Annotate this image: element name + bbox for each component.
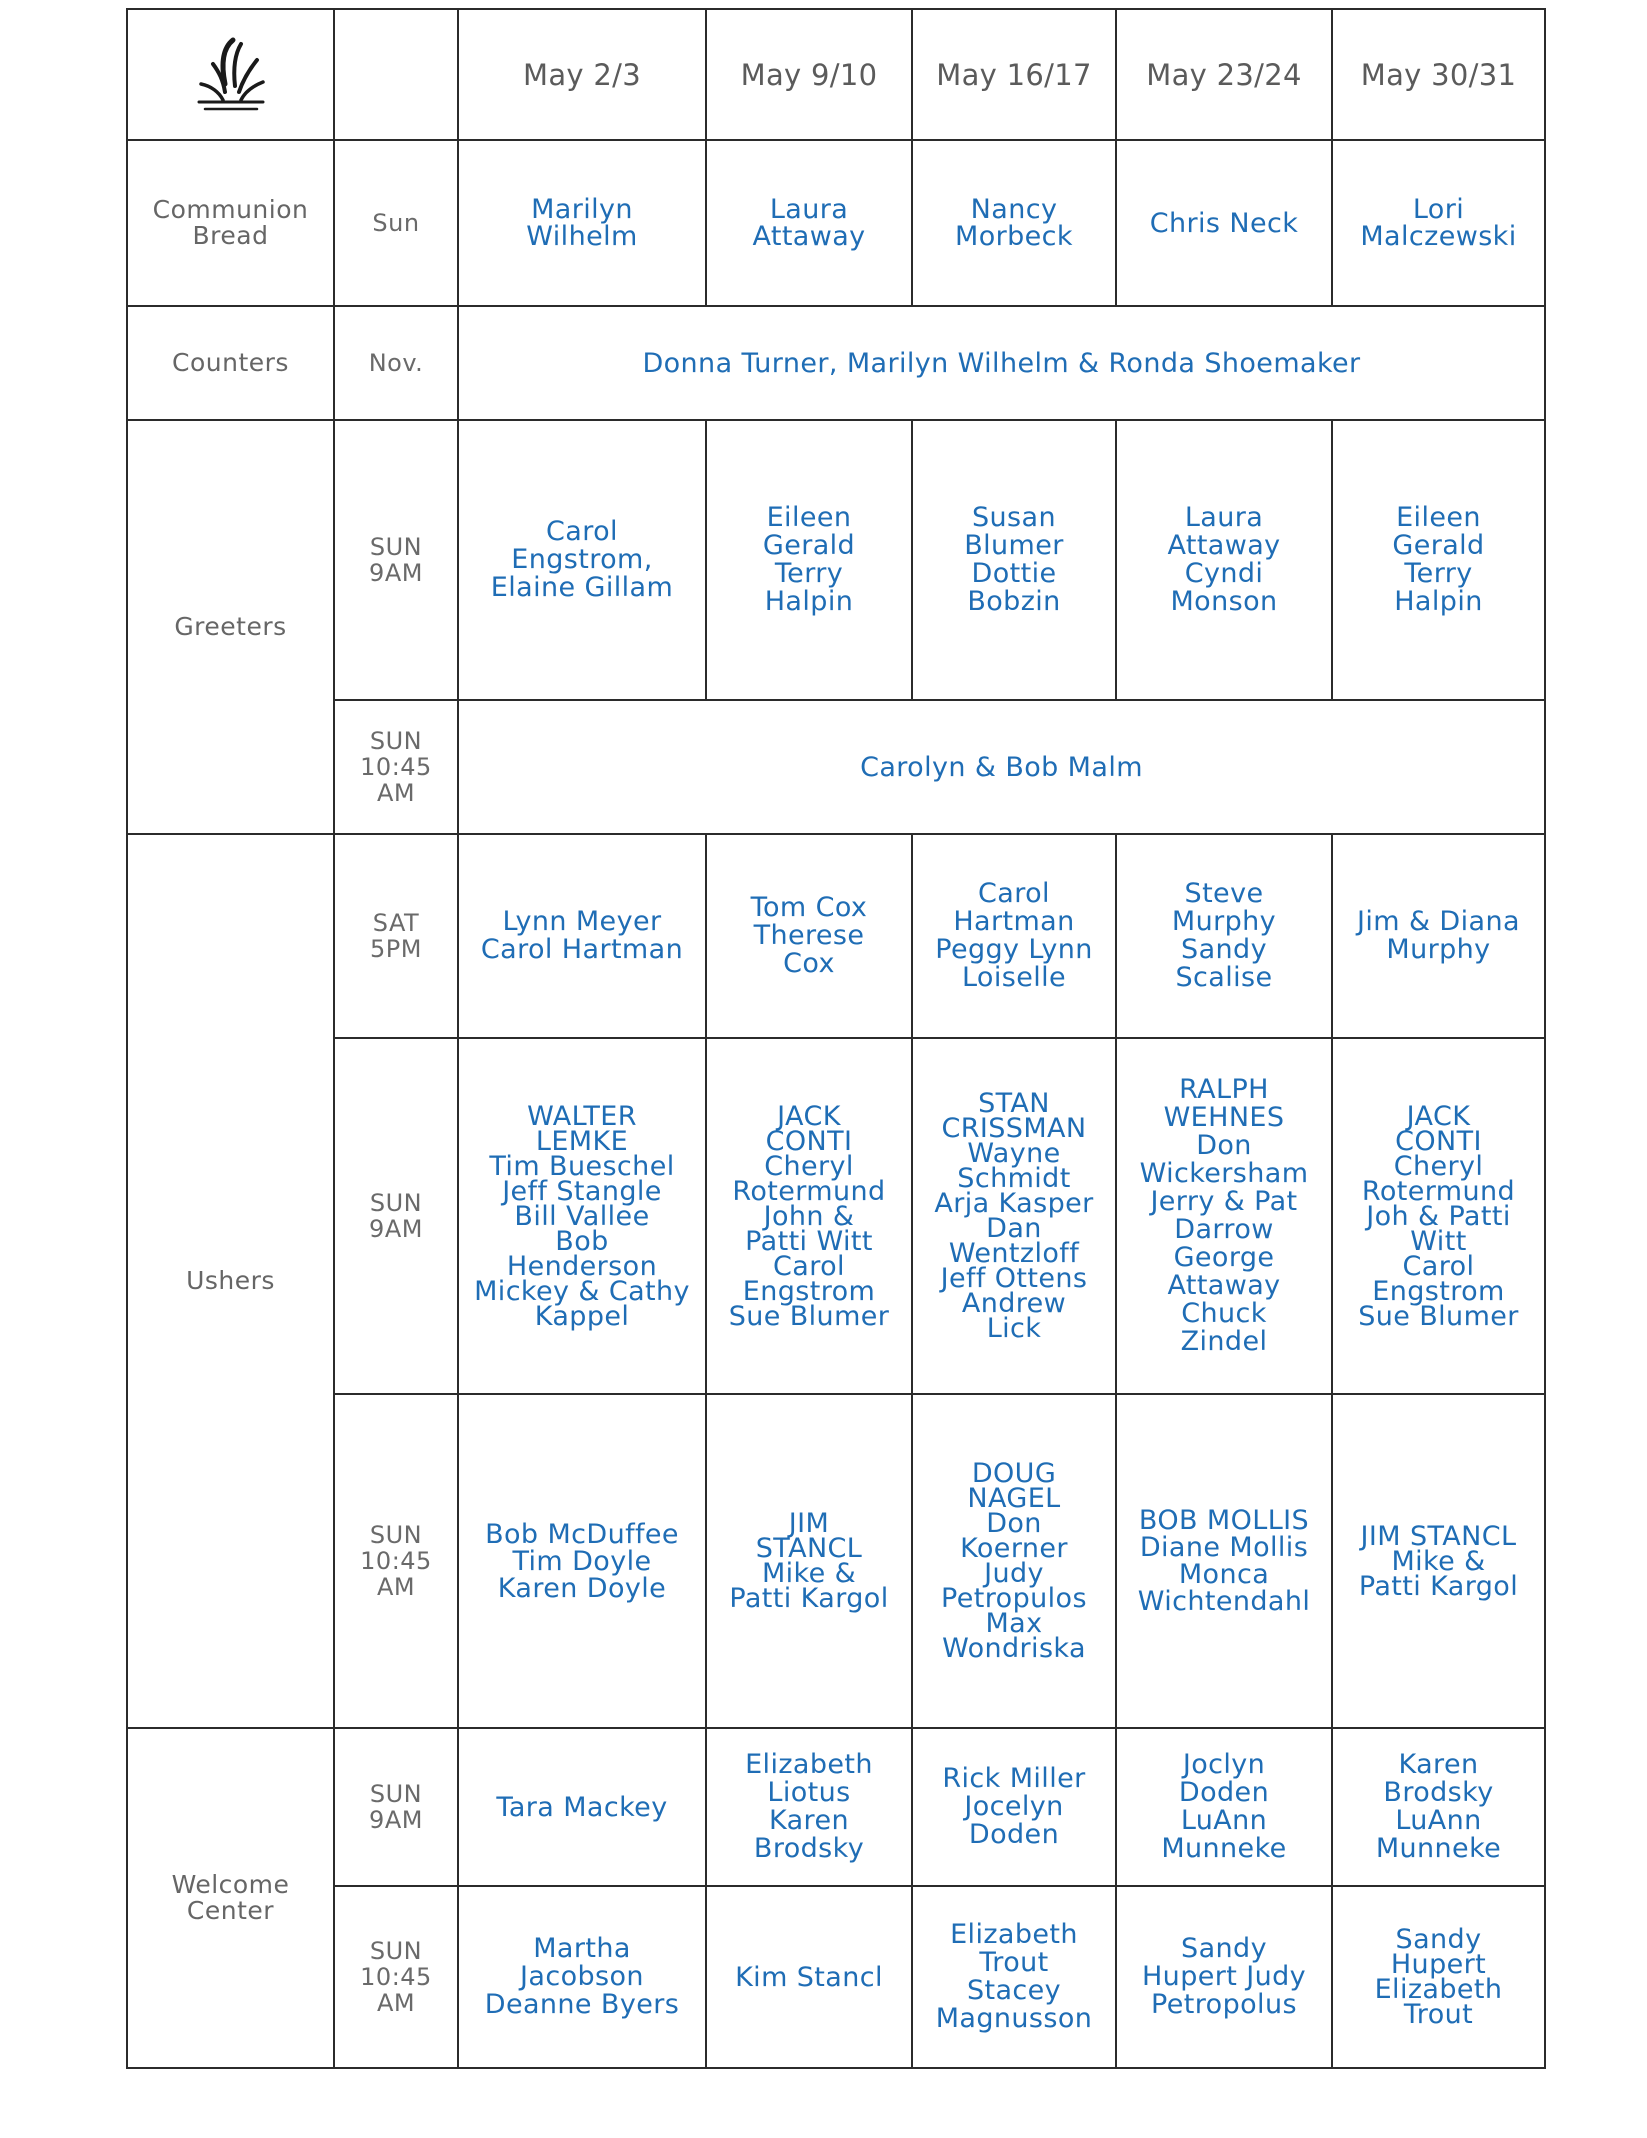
welcome-9am-row <box>127 1728 1545 1886</box>
assignment-cell: Karen Brodsky LuAnn Munneke <box>1332 1728 1545 1886</box>
time-label: Nov. <box>334 306 458 420</box>
assignment-cell: Eileen Gerald Terry Halpin <box>706 420 912 700</box>
category-ushers: Ushers <box>127 834 334 1728</box>
assignment-cell: Martha Jacobson Deanne Byers <box>458 1886 706 2068</box>
assignment-cell: JIM STANCL Mike & Patti Kargol <box>706 1394 912 1728</box>
time-label: SUN 10:45 AM <box>334 700 458 834</box>
communion-bread-row <box>127 140 1545 306</box>
assignment-cell: Steve Murphy Sandy Scalise <box>1116 834 1332 1038</box>
assignment-cell: Rick Miller Jocelyn Doden <box>912 1728 1116 1886</box>
assignment-cell: Joclyn Doden LuAnn Munneke <box>1116 1728 1332 1886</box>
header-row <box>127 9 1545 140</box>
assignment-cell: Bob McDuffee Tim Doyle Karen Doyle <box>458 1394 706 1728</box>
assignment-cell: JACK CONTI Cheryl Rotermund Joh & Patti Witt Carol Engstrom Sue Blumer <box>1332 1038 1545 1394</box>
header-blank-cell <box>334 9 458 140</box>
category-communion-bread: Communion Bread <box>127 140 334 306</box>
time-label: SAT 5PM <box>334 834 458 1038</box>
volunteer-schedule-table <box>126 8 1546 2069</box>
assignment-cell: Eileen Gerald Terry Halpin <box>1332 420 1545 700</box>
category-greeters: Greeters <box>127 420 334 834</box>
welcome-1045-row <box>127 1886 1545 2068</box>
time-label: Sun <box>334 140 458 306</box>
week-header-5: May 30/31 <box>1332 9 1545 140</box>
assignment-cell: WALTER LEMKE Tim Bueschel Jeff Stangle Bill Vallee Bob Henderson Mickey & Cathy Kappel <box>458 1038 706 1394</box>
assignment-cell: Nancy Morbeck <box>912 140 1116 306</box>
assignment-cell: Sandy Hupert Judy Petropolus <box>1116 1886 1332 2068</box>
time-label: SUN 9AM <box>334 1728 458 1886</box>
greeters-1045-row <box>127 700 1545 834</box>
category-counters: Counters <box>127 306 334 420</box>
assignment-cell: Tara Mackey <box>458 1728 706 1886</box>
assignment-cell: Carol Engstrom, Elaine Gillam <box>458 420 706 700</box>
assignment-cell: JIM STANCL Mike & Patti Kargol <box>1332 1394 1545 1728</box>
assignment-cell: Susan Blumer Dottie Bobzin <box>912 420 1116 700</box>
assignment-cell: Jim & Diana Murphy <box>1332 834 1545 1038</box>
assignment-cell: RALPH WEHNES Don Wickersham Jerry & Pat Darrow George Attaway Chuck Zindel <box>1116 1038 1332 1394</box>
assignment-cell: STAN CRISSMAN Wayne Schmidt Arja Kasper Dan Wentzloff Jeff Ottens Andrew Lick <box>912 1038 1116 1394</box>
assignment-cell: Kim Stancl <box>706 1886 912 2068</box>
ushers-5pm-row <box>127 834 1545 1038</box>
time-label: SUN 10:45 AM <box>334 1886 458 2068</box>
assignment-cell: Laura Attaway Cyndi Monson <box>1116 420 1332 700</box>
ushers-9am-row <box>127 1038 1545 1394</box>
logo-cell <box>127 9 334 140</box>
category-welcome-center: Welcome Center <box>127 1728 334 2068</box>
assignment-cell: Laura Attaway <box>706 140 912 306</box>
time-label: SUN 9AM <box>334 1038 458 1394</box>
week-header-4: May 23/24 <box>1116 9 1332 140</box>
greeters-9am-row <box>127 420 1545 700</box>
counters-row <box>127 306 1545 420</box>
time-label: SUN 9AM <box>334 420 458 700</box>
assignment-cell: Lynn Meyer Carol Hartman <box>458 834 706 1038</box>
assignment-cell: Marilyn Wilhelm <box>458 140 706 306</box>
assignment-cell: Chris Neck <box>1116 140 1332 306</box>
time-label: SUN 10:45 AM <box>334 1394 458 1728</box>
assignment-cell: Elizabeth Trout Stacey Magnusson <box>912 1886 1116 2068</box>
assignment-cell: Carol Hartman Peggy Lynn Loiselle <box>912 834 1116 1038</box>
assignment-cell: BOB MOLLIS Diane Mollis Monca Wichtendahl <box>1116 1394 1332 1728</box>
week-header-2: May 9/10 <box>706 9 912 140</box>
assignment-cell: Elizabeth Liotus Karen Brodsky <box>706 1728 912 1886</box>
week-header-3: May 16/17 <box>912 9 1116 140</box>
assignment-cell: DOUG NAGEL Don Koerner Judy Petropulos Max Wondriska <box>912 1394 1116 1728</box>
palm-grass-logo-icon <box>195 34 267 116</box>
assignment-cell: Lori Malczewski <box>1332 140 1545 306</box>
assignment-cell: Sandy Hupert Elizabeth Trout <box>1332 1886 1545 2068</box>
assignment-cell-merged: Donna Turner, Marilyn Wilhelm & Ronda Shoemaker <box>458 306 1545 420</box>
assignment-cell: JACK CONTI Cheryl Rotermund John & Patti Witt Carol Engstrom Sue Blumer <box>706 1038 912 1394</box>
week-header-1: May 2/3 <box>458 9 706 140</box>
ushers-1045-row <box>127 1394 1545 1728</box>
assignment-cell: Tom Cox Therese Cox <box>706 834 912 1038</box>
assignment-cell-merged: Carolyn & Bob Malm <box>458 700 1545 834</box>
